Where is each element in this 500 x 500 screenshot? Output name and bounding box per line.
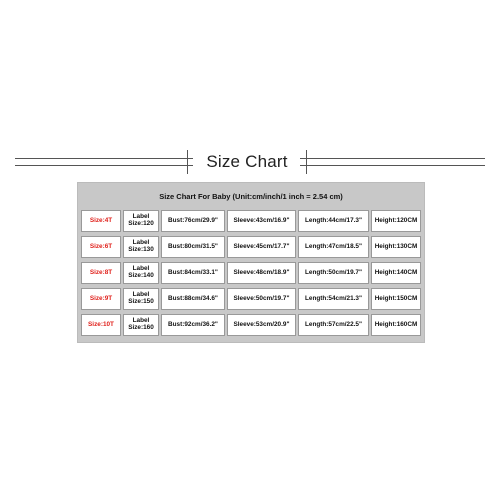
decorative-rule [300, 158, 485, 159]
size-cell: Size:10T [81, 314, 121, 336]
decorative-rule [300, 165, 485, 166]
page-title: Size Chart [206, 152, 288, 171]
height-cell: Height:140CM [371, 262, 421, 284]
title-box [187, 150, 307, 174]
length-cell: Length:54cm/21.3" [298, 288, 369, 310]
size-cell: Size:8T [81, 262, 121, 284]
label-size-cell: Label Size:120 [123, 210, 159, 232]
label-size-cell: Label Size:130 [123, 236, 159, 258]
height-cell: Height:130CM [371, 236, 421, 258]
length-cell: Length:50cm/19.7" [298, 262, 369, 284]
length-cell: Length:47cm/18.5" [298, 236, 369, 258]
sleeve-cell: Sleeve:50cm/19.7" [227, 288, 296, 310]
height-cell: Height:120CM [371, 210, 421, 232]
length-cell: Length:57cm/22.5" [298, 314, 369, 336]
table-header: Size Chart For Baby (Unit:cm/inch/1 inch = 2.54 cm) [159, 191, 343, 201]
sleeve-cell: Sleeve:53cm/20.9" [227, 314, 296, 336]
sleeve-cell: Sleeve:48cm/18.9" [227, 262, 296, 284]
table-row [81, 210, 421, 232]
size-cell: Size:9T [81, 288, 121, 310]
label-size-cell: Label Size:160 [123, 314, 159, 336]
table-row [81, 314, 421, 336]
size-cell: Size:6T [81, 236, 121, 258]
decorative-rule [15, 165, 193, 166]
size-cell: Size:4T [81, 210, 121, 232]
sleeve-cell: Sleeve:45cm/17.7" [227, 236, 296, 258]
table-row [81, 262, 421, 284]
sleeve-cell: Sleeve:43cm/16.9" [227, 210, 296, 232]
label-size-cell: Label Size:150 [123, 288, 159, 310]
table-row [81, 236, 421, 258]
size-chart-table [77, 182, 425, 343]
bust-cell: Bust:76cm/29.9" [161, 210, 225, 232]
table-row [81, 288, 421, 310]
bust-cell: Bust:92cm/36.2" [161, 314, 225, 336]
decorative-rule [15, 158, 193, 159]
bust-cell: Bust:88cm/34.6" [161, 288, 225, 310]
height-cell: Height:150CM [371, 288, 421, 310]
length-cell: Length:44cm/17.3" [298, 210, 369, 232]
height-cell: Height:160CM [371, 314, 421, 336]
label-size-cell: Label Size:140 [123, 262, 159, 284]
bust-cell: Bust:84cm/33.1" [161, 262, 225, 284]
bust-cell: Bust:80cm/31.5" [161, 236, 225, 258]
